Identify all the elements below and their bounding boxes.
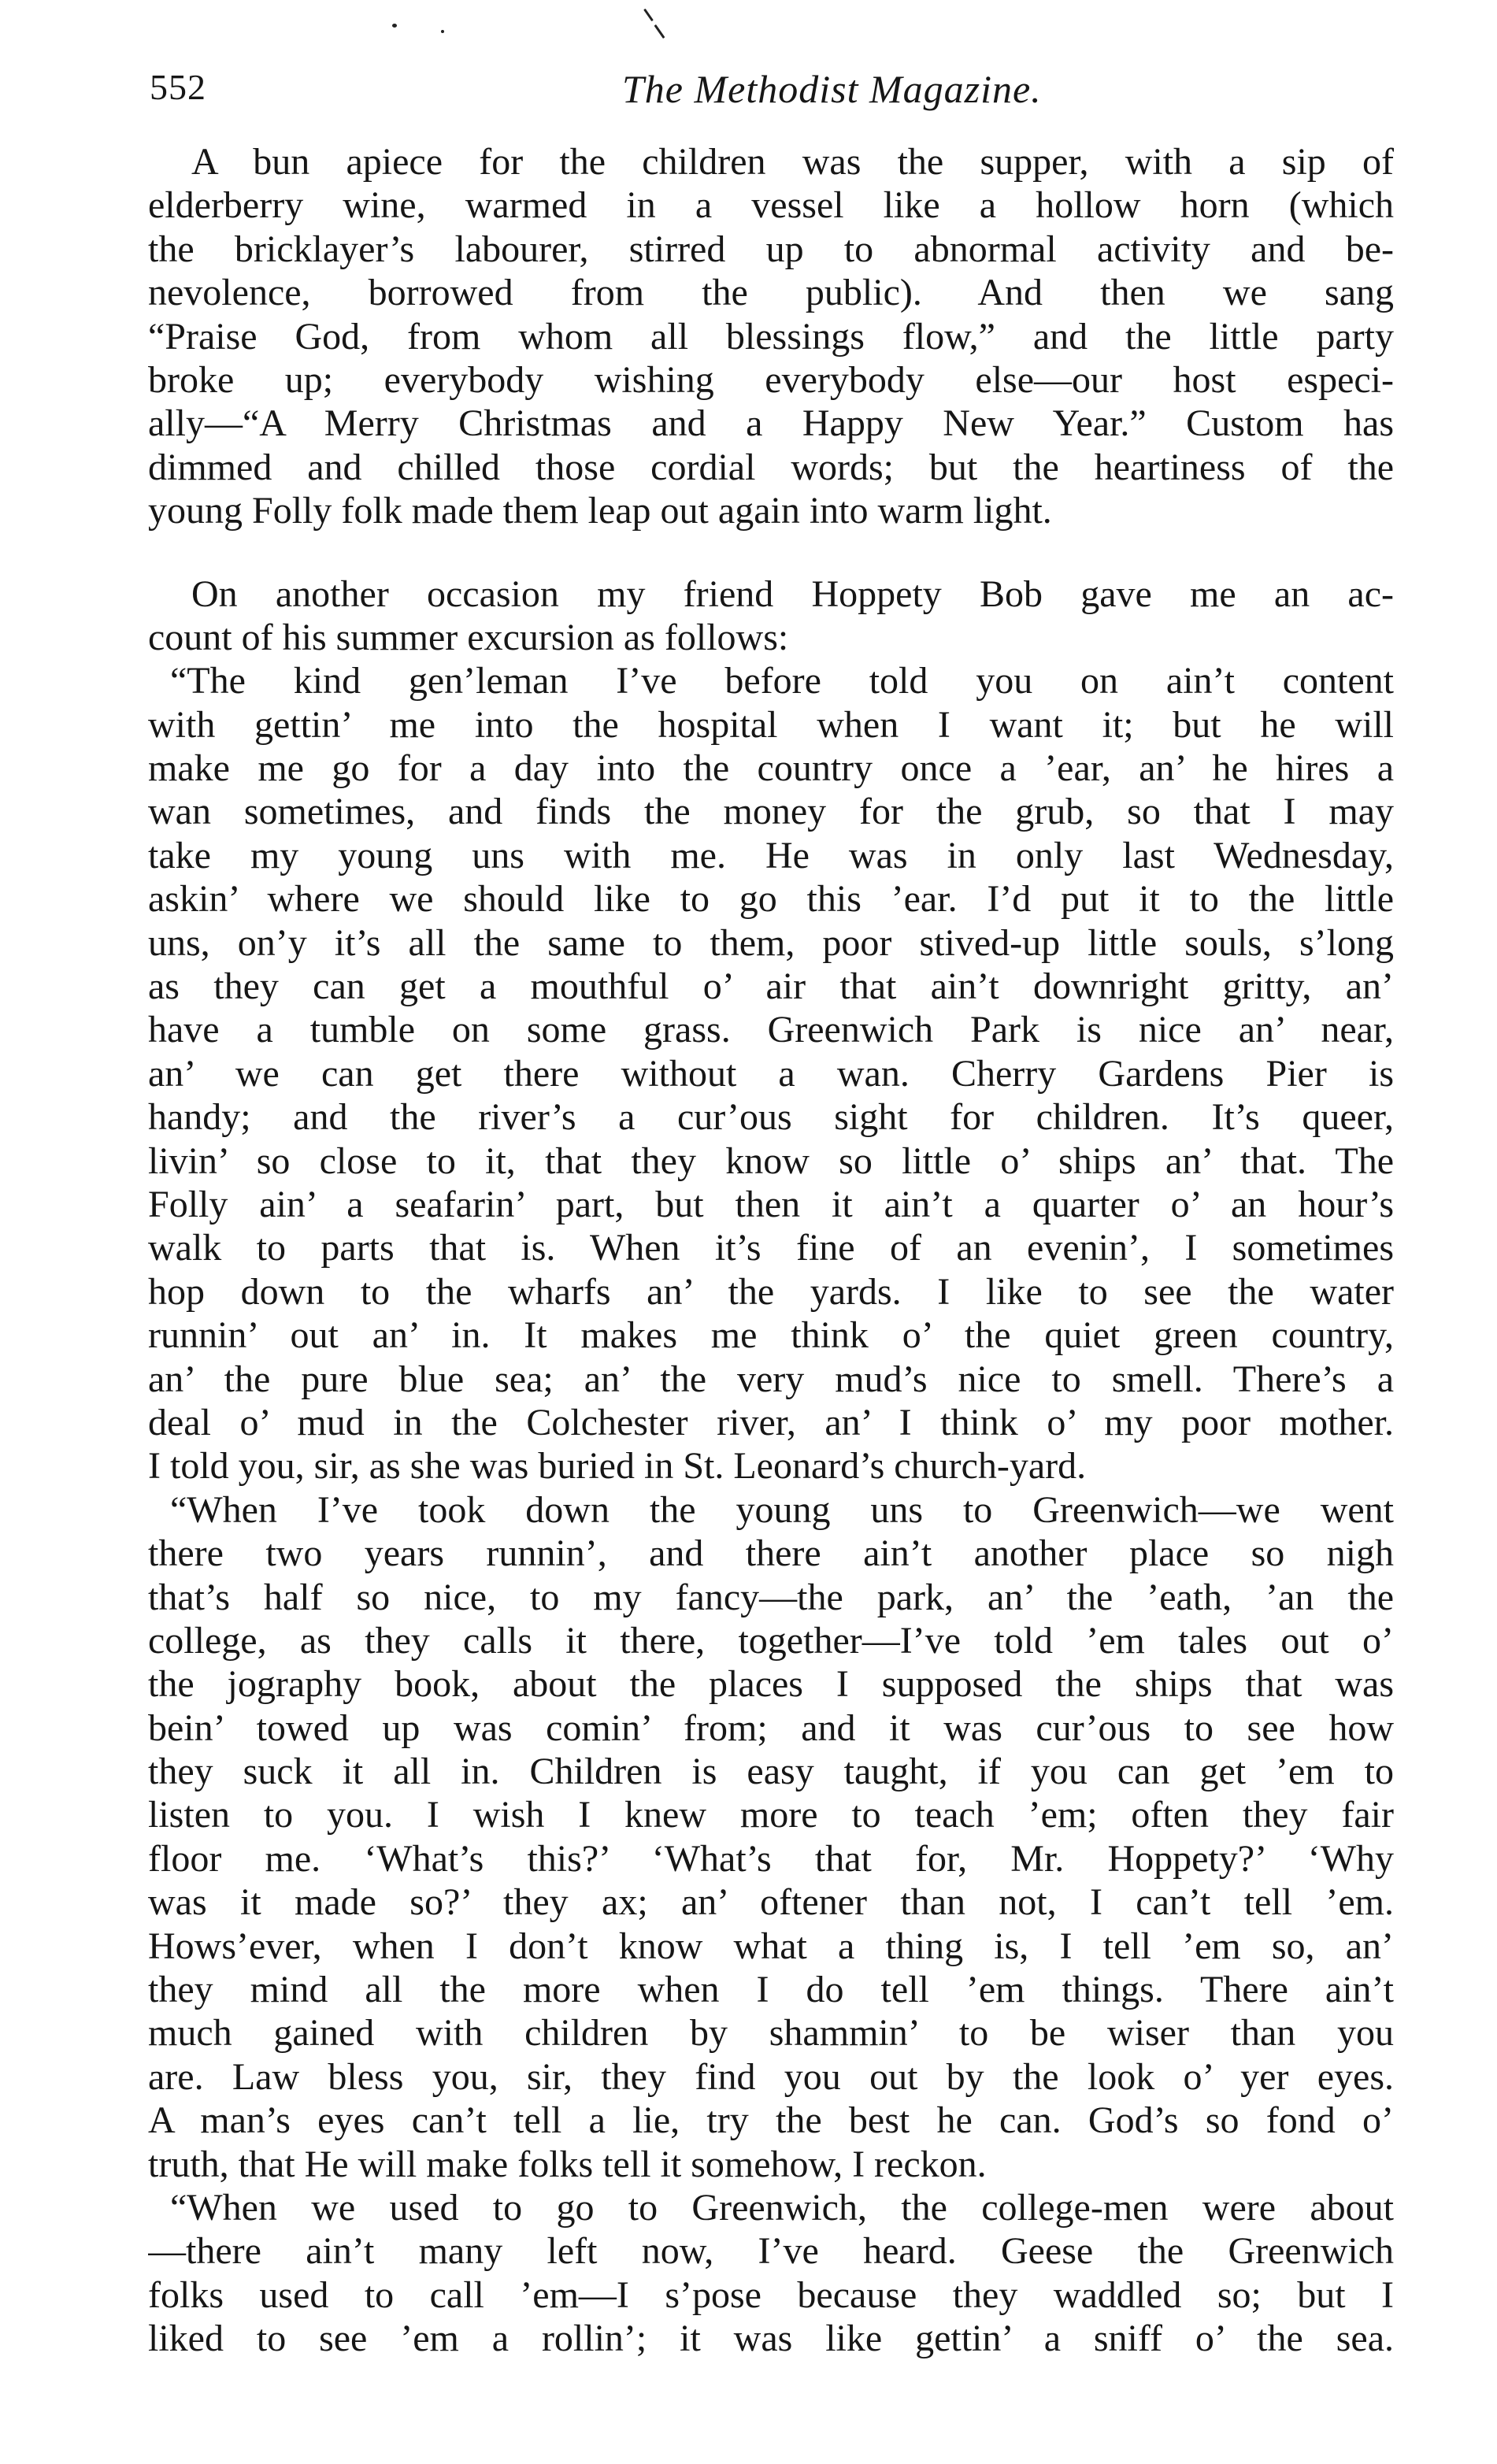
text-line: askin’ where we should like to go this ’ear. I’d put it to the little [148, 878, 1394, 921]
text-line: deal o’ mud in the Colchester river, an’ I think o’ my poor mother. [148, 1401, 1394, 1443]
print-speck [643, 9, 654, 21]
text-line: the jography book, about the places I supposed the ships that was [148, 1663, 1394, 1706]
text-line: folks used to call ’em—I s’pose because they waddled so; but I [148, 2273, 1394, 2316]
text-line: A man’s eyes can’t tell a lie, try the best he can. God’s so fond o’ [148, 2099, 1394, 2142]
text-line: have a tumble on some grass. Greenwich Park is nice an’ near, [148, 1009, 1394, 1051]
text-line: hop down to the wharfs an’ the yards. I like to see the water [148, 1270, 1394, 1313]
text-line: “When we used to go to Greenwich, the college-men were about [170, 2186, 1394, 2229]
paragraph [148, 572, 1394, 660]
text-line: college, as they calls it there, together—I’ve told ’em tales out o’ [148, 1619, 1394, 1662]
text-line: nevolence, borrowed from the public). And then we sang [148, 272, 1394, 314]
article-body [148, 140, 1394, 2361]
text-line: wan sometimes, and finds the money for the grub, so that I may [148, 791, 1394, 833]
text-line: make me go for a day into the country once a ’ear, an’ he hires a [148, 747, 1394, 790]
text-line: young Folly folk made them leap out again into warm light. [148, 490, 1052, 532]
paragraph [148, 659, 1394, 1488]
text-line: broke up; everybody wishing everybody else—our host especi- [148, 358, 1394, 401]
text-line: truth, that He will make folks tell it somehow, I reckon. [148, 2143, 987, 2185]
text-line: liked to see ’em a rollin’; it was like gettin’ a sniff o’ the sea. [148, 2318, 1394, 2360]
text-line: there two years runnin’, and there ain’t another place so nigh [148, 1532, 1394, 1575]
text-line: count of his summer excursion as follows: [148, 616, 789, 658]
text-line: as they can get a mouthful o’ air that ain’t downright gritty, an’ [148, 965, 1394, 1008]
paragraph-gap [148, 533, 1394, 572]
text-line: floor me. ‘What’s this?’ ‘What’s that for, Mr. Hoppety?’ ‘Why [148, 1837, 1394, 1880]
text-line: On another occasion my friend Hoppety Bob gave me an ac- [191, 572, 1394, 615]
text-line: A bun apiece for the children was the supper, with a sip of [191, 141, 1394, 183]
text-line: that’s half so nice, to my fancy—the park, an’ the ’eath, ’an the [148, 1576, 1394, 1618]
text-line: an’ we can get there without a wan. Cherry Gardens Pier is [148, 1052, 1394, 1095]
text-line: listen to you. I wish I knew more to teach ’em; often they fair [148, 1794, 1394, 1836]
text-line: they suck it all in. Children is easy taught, if you can get ’em to [148, 1751, 1394, 1793]
text-line: are. Law bless you, sir, they find you out by the look o’ yer eyes. [148, 2055, 1394, 2098]
text-line: dimmed and chilled those cordial words; but the heartiness of the [148, 446, 1394, 488]
text-line: I told you, sir, as she was buried in St. Leonard’s church-yard. [148, 1445, 1087, 1488]
print-speck [392, 24, 397, 28]
page-header [150, 66, 1394, 121]
print-speck [441, 30, 444, 33]
text-line: was it made so?’ they ax; an’ oftener than not, I can’t tell ’em. [148, 1881, 1394, 1924]
paragraph [148, 140, 1394, 533]
text-line: uns, on’y it’s all the same to them, poor stived-up little souls, s’long [148, 921, 1394, 964]
text-line: walk to parts that is. When it’s fine of an evenin’, I sometimes [148, 1227, 1394, 1269]
text-line: take my young uns with me. He was in only last Wednesday, [148, 834, 1394, 876]
text-line: “Praise God, from whom all blessings flow,” and the little party [148, 315, 1394, 358]
print-speck [654, 24, 665, 39]
text-line: Folly ain’ a seafarin’ part, but then it ain’t a quarter o’ an hour’s [148, 1183, 1394, 1225]
text-line: “When I’ve took down the young uns to Greenwich—we went [170, 1488, 1394, 1531]
text-line: an’ the pure blue sea; an’ the very mud’s nice to smell. There’s a [148, 1358, 1394, 1400]
text-line: with gettin’ me into the hospital when I want it; but he will [148, 703, 1394, 746]
text-line: elderberry wine, warmed in a vessel like a hollow horn (which [148, 184, 1394, 227]
text-line: —there ain’t many left now, I’ve heard. Geese the Greenwich [148, 2230, 1394, 2273]
text-line: livin’ so close to it, that they know so little o’ ships an’ that. The [148, 1139, 1394, 1182]
text-line: handy; and the river’s a cur’ous sight for children. It’s queer, [148, 1096, 1394, 1139]
text-line: they mind all the more when I do tell ’em things. There ain’t [148, 1969, 1394, 2011]
text-line: runnin’ out an’ in. It makes me think o’ the quiet green country, [148, 1314, 1394, 1357]
text-line: Hows’ever, when I don’t know what a thing is, I tell ’em so, an’ [148, 1925, 1394, 1967]
page-number: 552 [150, 67, 206, 107]
paragraph [148, 1488, 1394, 2186]
text-line: bein’ towed up was comin’ from; and it was cur’ous to see how [148, 1706, 1394, 1749]
running-title: The Methodist Magazine. [622, 67, 1042, 111]
paragraph [148, 2186, 1394, 2361]
text-line: “The kind gen’leman I’ve before told you on ain’t content [170, 660, 1394, 702]
text-line: ally—“A Merry Christmas and a Happy New Year.” Custom has [148, 402, 1394, 445]
text-line: the bricklayer’s labourer, stirred up to abnormal activity and be- [148, 228, 1394, 270]
text-line: much gained with children by shammin’ to be wiser than you [148, 2012, 1394, 2055]
